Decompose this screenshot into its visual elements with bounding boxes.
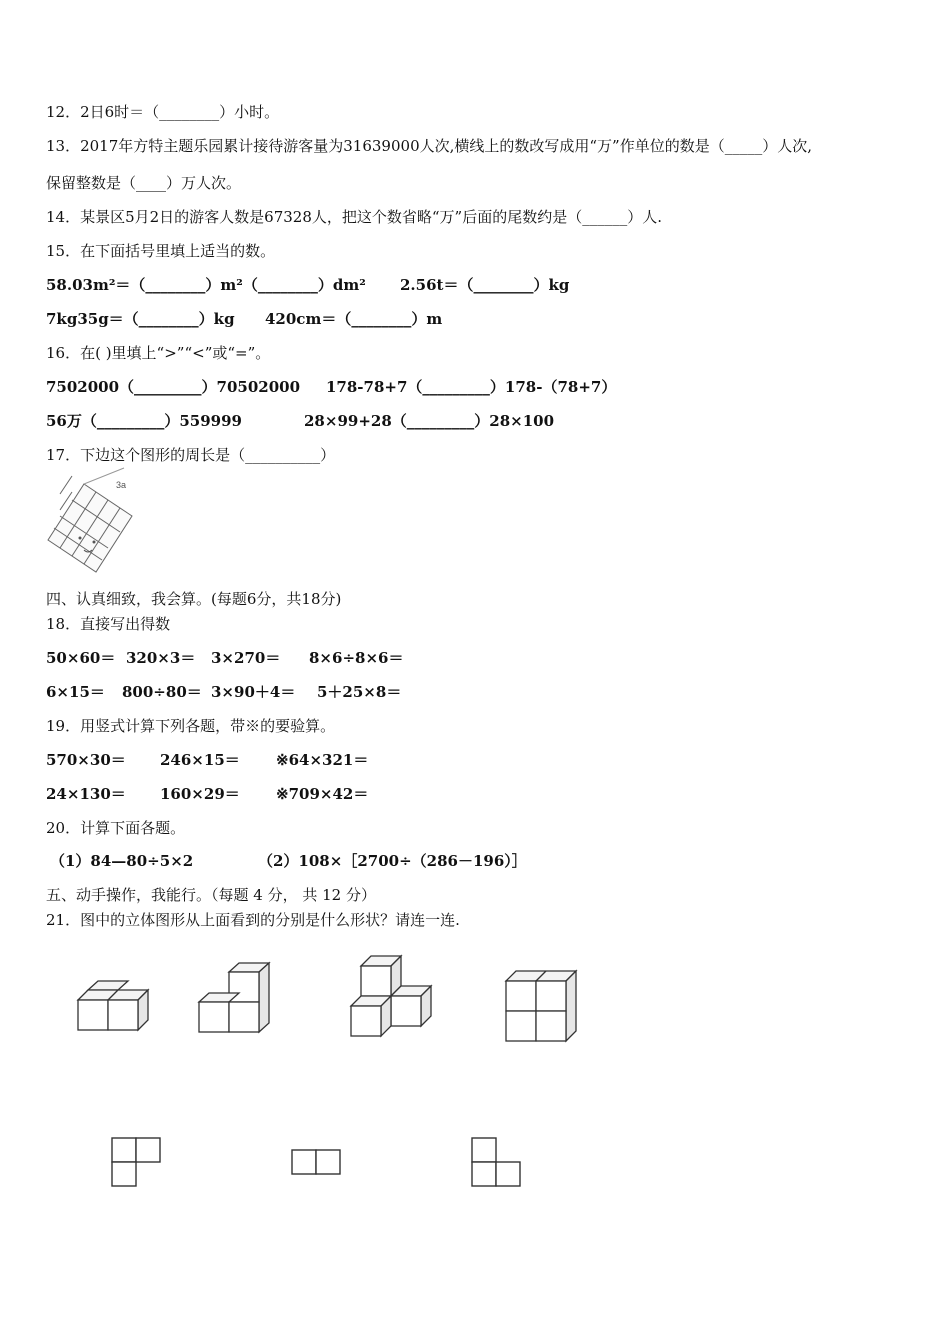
q15-item-d: 420cm＝（________）m (265, 310, 443, 328)
q15-item-c: 7kg35g＝（________）kg (46, 310, 235, 328)
question-12: 12．2日6时＝（________）小时。 (46, 103, 280, 121)
question-15: 15．在下面括号里填上适当的数。 (46, 242, 276, 260)
q16-item-b: 178-78+7（_________）178-（78+7） (326, 378, 617, 396)
top-view-1 (110, 1136, 165, 1190)
solid-figure-3 (349, 954, 434, 1039)
q19-r2-c2: 160×29＝ (160, 785, 240, 803)
q18-r1-c3: 3×270＝ (211, 649, 281, 667)
top-view-3 (470, 1136, 525, 1190)
question-13-line2: 保留整数是（____）万人次。 (46, 174, 242, 192)
q18-r2-c2: 800÷80＝ (122, 683, 202, 701)
q18-r1-c1: 50×60＝ (46, 649, 116, 667)
question-17: 17．下边这个图形的周长是（__________） (46, 446, 336, 464)
q19-r2-c3: ※709×42＝ (276, 785, 369, 803)
question-14: 14．某景区5月2日的游客人数是67328人，把这个数省略“万”后面的尾数约是（______）人. (46, 208, 662, 226)
q20-item-2: （2）108×［2700÷（286－196）］ (258, 852, 527, 870)
section-4-heading: 四、认真细致，我会算。(每题6分，共18分) (46, 590, 342, 608)
q19-r1-c3: ※64×321＝ (276, 751, 369, 769)
question-19: 19．用竖式计算下列各题，带※的要验算。 (46, 717, 336, 735)
q19-r2-c1: 24×130＝ (46, 785, 126, 803)
question-21: 21．图中的立体图形从上面看到的分别是什么形状？请连一连. (46, 911, 460, 929)
solid-figure-2 (197, 962, 272, 1037)
q18-r1-c4: 8×6÷8×6＝ (309, 649, 404, 667)
figure-label-3a: 3a (116, 480, 127, 490)
q16-item-c: 56万（_________）559999 (46, 412, 242, 430)
question-16: 16．在( )里填上“>”“<”或“=”。 (46, 344, 271, 362)
q20-item-1: （1）84—80÷5×2 (50, 852, 194, 870)
q16-item-d: 28×99+28（_________）28×100 (304, 412, 555, 430)
section-5-heading: 五、动手操作，我能行。（每题 4 分， 共 12 分） (46, 886, 376, 904)
q19-r1-c1: 570×30＝ (46, 751, 126, 769)
top-view-2 (290, 1148, 345, 1178)
q18-r2-c1: 6×15＝ (46, 683, 105, 701)
q18-r2-c4: 5＋25×8＝ (317, 683, 402, 701)
q18-r2-c3: 3×90＋4＝ (211, 683, 296, 701)
question-18: 18．直接写出得数 (46, 615, 171, 633)
question-13-line1: 13．2017年方特主题乐园累计接待游客量为31639000人次,横线上的数改写成用“万”作单位的数是（_____）人次, (46, 137, 812, 155)
q15-item-a: 58.03m²＝（________）m²（________）dm² (46, 276, 366, 294)
q16-item-a: 7502000（_________）70502000 (46, 378, 301, 396)
solid-figure-1 (76, 978, 151, 1033)
solid-figure-4 (504, 969, 579, 1044)
perimeter-figure (44, 476, 139, 576)
q15-item-b: 2.56t＝（________）kg (400, 276, 570, 294)
q18-r1-c2: 320×3＝ (126, 649, 196, 667)
question-20: 20．计算下面各题。 (46, 819, 186, 837)
q19-r1-c2: 246×15＝ (160, 751, 240, 769)
